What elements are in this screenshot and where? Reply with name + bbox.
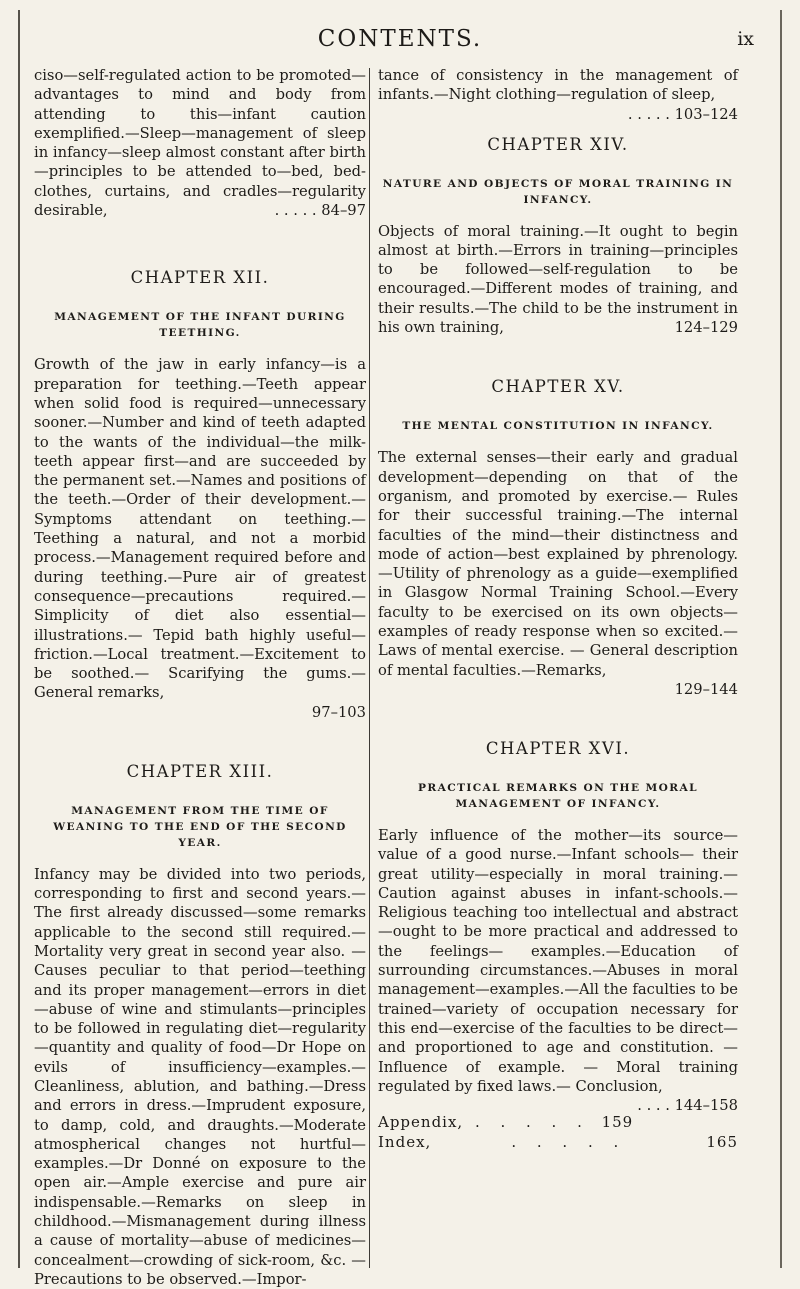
appendix-entry: [378, 1112, 633, 1132]
chapter-subtitle: PRACTICAL REMARKS ON THE MORAL MANAGEMENT OF INFANCY.: [418, 781, 698, 810]
chapter-pages: 97–103: [311, 703, 366, 721]
page-number: ix: [737, 28, 754, 50]
chapter-heading: CHAPTER XIV.: [487, 134, 629, 154]
carryover-text: tance of consistency in the management of infants.—Night clothing—regulation of sleep,: [378, 67, 738, 104]
carryover-entry: [378, 66, 738, 123]
chapter-subtitle: THE MENTAL CONSTITUTION IN INFANCY.: [402, 420, 714, 433]
back-matter: [378, 1112, 738, 1152]
chapter-summary: Growth of the jaw in early infancy—is a preparation for teething.—Teeth appear when solid food is required—unnecessary sooner.—Number and kind of teeth adapted to the wants of the individual—the milk-teeth appear first—and are succeeded by the permanent set.—Names and positions of the teeth.—Order of their development.— Symptoms attendant on teething.— Teething a natural, and not a morbid process.—Management required before and during teething.—Pure air of greatest consequence—precautions required.—Simplicity of diet also essential—illustrations.— Tepid bath highly useful—friction.—Local treatment.—Excitement to be soothed.— Scarifying the gums.—General remarks,: [34, 356, 366, 702]
running-head: [40, 26, 760, 62]
chapter-subtitle: MANAGEMENT OF THE INFANT DURING TEETHING.: [54, 311, 346, 340]
chapter-heading: CHAPTER XII.: [130, 268, 270, 288]
column-divider: [369, 68, 370, 1268]
leader-dots: . . . . .: [474, 1113, 590, 1132]
book-page: [18, 10, 782, 1288]
chapter-summary: The external senses—their early and gradual development—depending on that of the organism, and promoted by exercise.— Rules for their successful training.—The internal faculties of the mind—their distinctness and mode of action—best explained by phrenology.—Utility of phrenology as a guide—exemplified in Glasgow Normal Training School.—Every faculty to be exercised on its own objects—examples of ready response when so excited.— Laws of mental exercise. — General description of mental faculties.—Remarks,: [378, 449, 738, 679]
right-column: [378, 66, 738, 1152]
index-page: 165: [706, 1133, 738, 1152]
leader-dots: . . . . .: [511, 1133, 627, 1152]
carryover-entry: [34, 66, 366, 220]
chapter-summary: [378, 222, 738, 338]
chapter-pages: 129–144: [674, 680, 738, 698]
appendix-label: Appendix,: [378, 1113, 464, 1132]
chapter-heading: CHAPTER XV.: [491, 377, 625, 397]
chapter-pages: . . . . 144–158: [637, 1097, 738, 1115]
chapter-summary-text: Objects of moral training.—It ought to begin almost at birth.—Errors in training—principles to be followed—self-regulation to be encouraged.—Different modes of training, and their results.—The child to be the instrument in his own training,: [378, 222, 738, 337]
index-entry: [378, 1132, 738, 1152]
page-title: CONTENTS.: [317, 26, 483, 52]
left-column: [34, 66, 366, 1289]
chapter-summary: [378, 826, 738, 1115]
index-label: Index,: [378, 1133, 432, 1152]
chapter-summary-text: Early influence of the mother—its source—value of a good nurse.—Infant schools— their great utility—especially in moral training.—Caution against abuses in infant-schools.—Religious teaching too intellectual and abstract—ought to be more practical and addressed to the feelings— examples.—Education of surrounding circumstances.—Abuses in moral management—examples.—All the faculties to be trained—variety of occupation necessary for this end—exercise of the faculties to be direct—and proportioned to age and constitution. — Influence of example. — Moral training regulated by fixed laws.— Conclusion,: [378, 826, 738, 1095]
chapter-pages: 124–129: [674, 319, 738, 337]
appendix-page: 159: [601, 1113, 634, 1132]
chapter-heading: CHAPTER XVI.: [485, 738, 631, 758]
chapter-heading: CHAPTER XIII.: [126, 761, 274, 781]
carryover-text: ciso—self-regulated action to be promoted—advantages to mind and body from attending to this—infant caution exemplified.—Sleep—management of sleep in infancy—sleep almost constant after birth—principles to be attended to—bed, bed-clothes, curtains, and cradles—regularity desirable,: [34, 67, 366, 220]
chapter-summary: Infancy may be divided into two periods, corresponding to first and second years.— The first already discussed—some remarks applicable to the second still required.— Mortality very great in second year also. —Causes peculiar to that period—teething and its proper management—errors in diet —abuse of wine and stimulants—principles to be followed in regulating diet—regularity—quantity and quality of food—Dr Hope on evils of insufficiency—examples.— Cleanliness, ablution, and bathing.—Dress and errors in dress.—Imprudent exposure, to damp, cold, and draughts.—Moderate atmospherical changes not hurtful—examples.—Dr Donné on exposure to the open air.—Ample exercise and pure air indispensable.—Remarks on sleep in childhood.—Mismanagement during illness a cause of mortality—abuse of medicines— concealment—crowding of sick-room, &c. —Precautions to be observed.—Impor-: [34, 865, 366, 1288]
chapter-subtitle: NATURE AND OBJECTS OF MORAL TRAINING IN INFANCY.: [382, 177, 734, 206]
carryover-pages: . . . . . 103–124: [627, 105, 738, 123]
chapter-subtitle: MANAGEMENT FROM THE TIME OF WEANING TO THE END OF THE SECOND YEAR.: [53, 804, 347, 849]
carryover-pages: . . . . . 84–97: [274, 202, 366, 220]
